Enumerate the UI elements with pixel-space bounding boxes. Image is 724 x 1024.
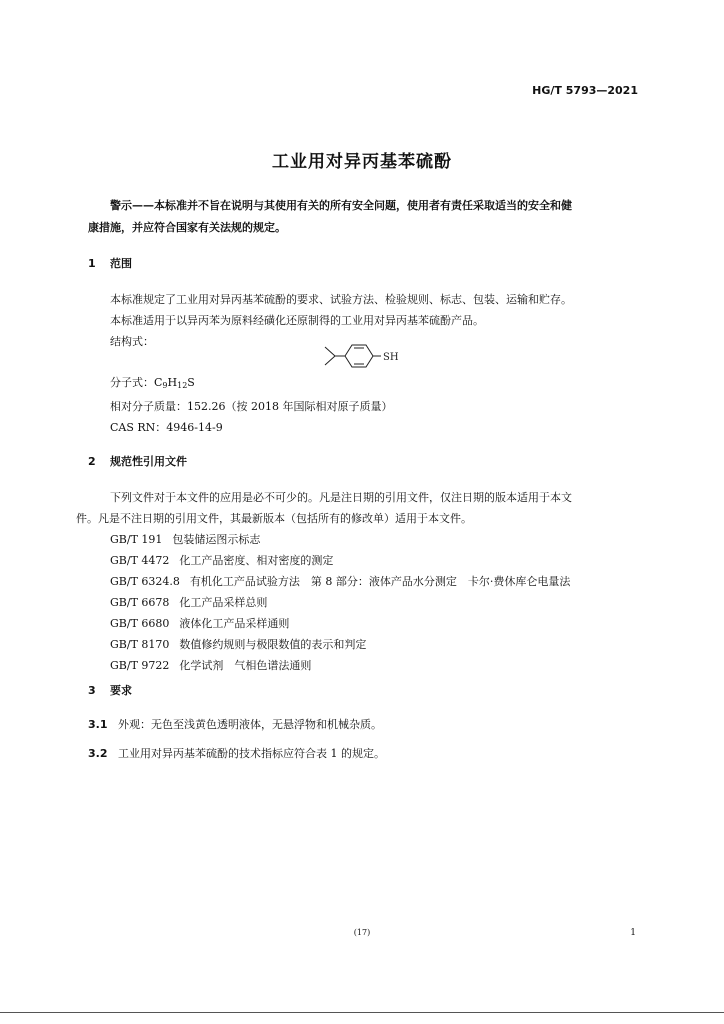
formula-s: S — [187, 376, 195, 389]
section-2-title: 规范性引用文件 — [110, 455, 187, 468]
reference-item — [88, 571, 640, 592]
reference-title: 包装储运图示标志 — [172, 533, 261, 546]
requirement-3-2 — [88, 745, 385, 761]
section-1-title: 范围 — [110, 257, 132, 270]
structural-formula — [323, 341, 423, 371]
reference-title: 有机化工产品试验方法 第 8 部分：液体产品水分测定 卡尔·费休库仑电量法 — [189, 575, 571, 588]
scope-paragraph-1: 本标准规定了工业用对异丙基苯硫酚的要求、试验方法、检验规则、标志、包装、运输和贮存。 — [110, 293, 572, 306]
cas-number: CAS RN：4946-14-9 — [110, 421, 223, 434]
reference-code: GB/T 9722 — [110, 659, 170, 672]
formula-h-sub: 12 — [177, 381, 188, 390]
standard-number: HG/T 5793—2021 — [532, 84, 638, 97]
formula-c: C — [154, 376, 163, 389]
requirement-3-1-number: 3.1 — [88, 718, 108, 731]
sh-group-label: SH — [383, 352, 399, 363]
reference-item — [88, 655, 640, 676]
references-intro-line-1: 下列文件对于本文件的应用是必不可少的。凡是注日期的引用文件，仅注日期的版本适用于本文 — [110, 491, 572, 504]
structure-label: 结构式： — [110, 335, 154, 348]
formula-h: H — [167, 376, 178, 389]
bottom-divider — [0, 1012, 724, 1013]
formula-label: 分子式： — [110, 376, 154, 389]
section-1-heading — [88, 255, 132, 271]
requirement-3-1 — [88, 716, 382, 732]
reference-title: 化工产品采样总则 — [179, 596, 268, 609]
section-3-heading — [88, 682, 132, 698]
reference-code: GB/T 4472 — [110, 554, 170, 567]
reference-code: GB/T 8170 — [110, 638, 170, 651]
section-1-number: 1 — [88, 257, 96, 270]
safety-warning — [88, 195, 638, 239]
reference-item — [88, 592, 640, 613]
warning-line-1: 警示——本标准并不旨在说明与其使用有关的所有安全问题，使用者有责任采取适当的安全和健 — [110, 199, 572, 212]
relative-molecular-mass: 相对分子质量：152.26（按 2018 年国际相对原子质量） — [110, 400, 393, 413]
section-2-number: 2 — [88, 455, 96, 468]
reference-item — [88, 634, 640, 655]
formula-c-sub: 9 — [162, 381, 168, 390]
requirement-3-2-number: 3.2 — [88, 747, 108, 760]
requirement-3-2-text: 工业用对异丙基苯硫酚的技术指标应符合表 1 的规定。 — [118, 747, 385, 760]
reference-code: GB/T 6324.8 — [110, 575, 180, 588]
section-2-body — [76, 487, 640, 676]
warning-line-2: 康措施，并应符合国家有关法规的规定。 — [88, 221, 286, 234]
reference-code: GB/T 6678 — [110, 596, 170, 609]
reference-code: GB/T 191 — [110, 533, 163, 546]
section-3-number: 3 — [88, 684, 96, 697]
section-2-heading — [88, 453, 187, 469]
reference-item — [88, 613, 640, 634]
requirement-3-1-text: 外观：无色至浅黄色透明液体，无悬浮物和机械杂质。 — [118, 718, 382, 731]
footer-sequence-code: (17) — [353, 928, 371, 937]
reference-title: 化学试剂 气相色谱法通则 — [179, 659, 312, 672]
page-number: 1 — [630, 928, 636, 938]
section-1-properties — [88, 372, 640, 438]
reference-title: 数值修约规则与极限数值的表示和判定 — [179, 638, 367, 651]
scope-paragraph-2: 本标准适用于以异丙苯为原料经磺化还原制得的工业用对异丙基苯硫酚产品。 — [110, 314, 484, 327]
section-3-title: 要求 — [110, 684, 132, 697]
reference-code: GB/T 6680 — [110, 617, 170, 630]
molecular-formula — [88, 372, 640, 396]
document-title: 工业用对异丙基苯硫酚 — [272, 152, 452, 172]
references-intro-line-2: 件。凡是不注日期的引用文件，其最新版本（包括所有的修改单）适用于本文件。 — [76, 512, 472, 525]
reference-title: 化工产品密度、相对密度的测定 — [179, 554, 334, 567]
reference-item — [88, 550, 640, 571]
reference-title: 液体化工产品采样通则 — [179, 617, 290, 630]
reference-item — [88, 529, 640, 550]
